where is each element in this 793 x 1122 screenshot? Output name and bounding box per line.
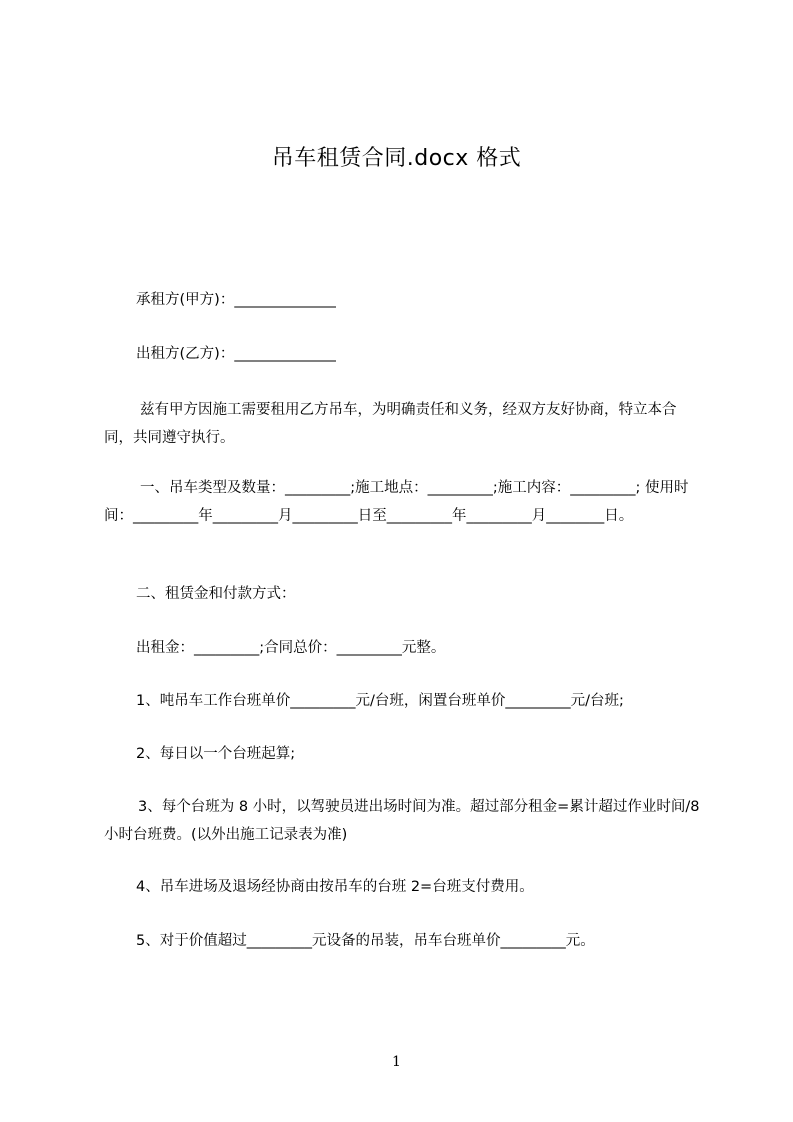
- clause-2-daily-minimum: 2、每日以一个台班起算;: [136, 746, 296, 762]
- clause-4-entry-exit: 4、吊车进场及退场经协商由按吊车的台班 2=台班支付费用。: [136, 879, 534, 895]
- clause-3-shift-hours: 3、每个台班为 8 小时，以驾驶员进出场时间为准。超过部分租金=累计超过作业时间/8 小时台班费。(以外出施工记录表为准): [104, 799, 705, 843]
- clause-1-unit-price: 1、吨吊车工作台班单价_________元/台班，闲置台班单价_________元/台班;: [136, 693, 624, 709]
- page-number: 1: [392, 1054, 401, 1070]
- clause-5-high-value-equipment: 5、对于价值超过_________元设备的吊装，吊车台班单价_________元。: [136, 933, 595, 949]
- lessee-line: 承租方(甲方)：______________: [136, 292, 336, 308]
- section-1-rental-details: 一、吊车类型及数量：_________;施工地点：_________;施工内容：_________; 使用时间：_________年_________月_________日至_________年_________月________日。: [104, 480, 689, 524]
- lessor-line: 出租方(乙方)：______________: [136, 346, 336, 362]
- document-title: 吊车租赁合同.docx 格式: [271, 146, 522, 171]
- section-2-heading: 二、租赁金和付款方式：: [136, 586, 296, 602]
- preamble-paragraph: 兹有甲方因施工需要租用乙方吊车，为明确责任和义务，经双方友好协商，特立本合同，共同遵守执行。: [104, 402, 677, 446]
- rent-line: 出租金：_________;合同总价：_________元整。: [136, 640, 446, 656]
